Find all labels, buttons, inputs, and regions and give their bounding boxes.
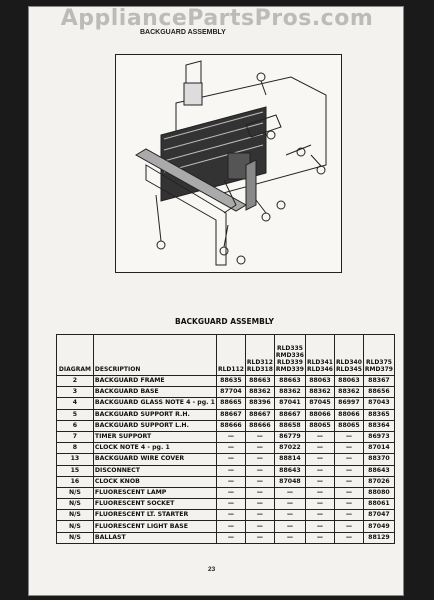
col-header-model-4 (305, 335, 334, 376)
part-number: 88814 (274, 454, 305, 465)
model-label: RLD335 RMD336 RLD339 RMD339 (275, 345, 304, 373)
part-number: 88061 (363, 499, 394, 510)
part-number: 87041 (274, 398, 305, 409)
part-number: 88667 (274, 409, 305, 420)
part-description: FLUORESCENT SOCKET (93, 499, 216, 510)
part-number: 88065 (334, 420, 363, 431)
table-row (57, 387, 395, 398)
part-number: 88663 (245, 376, 274, 387)
part-number: 88656 (363, 387, 394, 398)
diagram-number: 16 (57, 476, 94, 487)
part-number: — (245, 431, 274, 442)
diagram-number: 15 (57, 465, 94, 476)
part-number: — (274, 487, 305, 498)
diagram-number: N/S (57, 487, 94, 498)
table-row (57, 420, 395, 431)
diagram-number: 8 (57, 443, 94, 454)
col-header-model-2 (245, 335, 274, 376)
part-number: — (305, 476, 334, 487)
part-number: 88635 (216, 376, 245, 387)
table-row (57, 376, 395, 387)
col-header-model-5 (334, 335, 363, 376)
part-number: — (216, 532, 245, 543)
table-row (57, 443, 395, 454)
diagram-number: 6 (57, 420, 94, 431)
part-number: 88362 (245, 387, 274, 398)
part-number: — (245, 476, 274, 487)
part-number: 88667 (245, 409, 274, 420)
part-number: — (334, 499, 363, 510)
part-number: 88364 (363, 420, 394, 431)
table-row (57, 487, 395, 498)
part-number: — (305, 499, 334, 510)
part-number: — (216, 454, 245, 465)
part-number: — (216, 465, 245, 476)
part-number: — (305, 443, 334, 454)
model-label: RLD312 RLD318 (246, 359, 273, 373)
part-number: 86779 (274, 431, 305, 442)
model-label: RLD341 RLD346 (306, 359, 333, 373)
part-description: DISCONNECT (93, 465, 216, 476)
part-number: — (274, 532, 305, 543)
part-number: — (245, 454, 274, 465)
part-number: — (245, 465, 274, 476)
part-number: 88658 (274, 420, 305, 431)
part-number: — (245, 521, 274, 532)
part-number: 88065 (305, 420, 334, 431)
part-number: 87022 (274, 443, 305, 454)
part-number: — (334, 532, 363, 543)
exploded-diagram (115, 54, 342, 273)
col-header-model-3 (274, 335, 305, 376)
diagram-number: 5 (57, 409, 94, 420)
part-number: 88362 (305, 387, 334, 398)
part-number: — (216, 431, 245, 442)
part-number: — (334, 510, 363, 521)
part-number: — (305, 431, 334, 442)
diagram-number: 3 (57, 387, 94, 398)
part-description: BACKGUARD SUPPORT R.H. (93, 409, 216, 420)
part-number: 88396 (245, 398, 274, 409)
part-number: — (216, 443, 245, 454)
figure-title: BACKGUARD ASSEMBLY (140, 29, 226, 36)
model-label: RLD340 RLD345 (335, 359, 362, 373)
part-number: 88080 (363, 487, 394, 498)
part-number: — (305, 465, 334, 476)
part-number: — (334, 476, 363, 487)
part-number: — (216, 521, 245, 532)
part-number: — (305, 510, 334, 521)
table-row (57, 431, 395, 442)
table-row (57, 499, 395, 510)
part-number: 87048 (274, 476, 305, 487)
part-number: 88643 (363, 465, 394, 476)
part-number: 88063 (334, 376, 363, 387)
part-number: — (245, 499, 274, 510)
col-header-description: DESCRIPTION (93, 335, 216, 376)
part-number: — (305, 487, 334, 498)
part-number: 88129 (363, 532, 394, 543)
page-number: 23 (208, 566, 216, 573)
part-number: — (334, 521, 363, 532)
diagram-number: 2 (57, 376, 94, 387)
part-number: 87014 (363, 443, 394, 454)
part-description: BALLAST (93, 532, 216, 543)
table-row (57, 454, 395, 465)
watermark: AppliancePartsPros.com (60, 6, 374, 31)
part-number: — (334, 443, 363, 454)
table-title: BACKGUARD ASSEMBLY (175, 317, 274, 326)
model-label: RLD112 (217, 366, 244, 373)
table-row (57, 476, 395, 487)
part-number: 88665 (216, 398, 245, 409)
parts-table-body (57, 376, 395, 544)
part-number: — (245, 487, 274, 498)
model-label: RLD375 RMD379 (364, 359, 393, 373)
part-number: 88666 (245, 420, 274, 431)
part-number: 88663 (274, 376, 305, 387)
part-number: 87047 (363, 510, 394, 521)
part-number: — (216, 510, 245, 521)
part-number: — (216, 476, 245, 487)
table-row (57, 532, 395, 543)
part-number: 88370 (363, 454, 394, 465)
part-number: 86997 (334, 398, 363, 409)
part-number: 87049 (363, 521, 394, 532)
part-number: 86973 (363, 431, 394, 442)
part-number: 88666 (216, 420, 245, 431)
part-number: — (274, 521, 305, 532)
part-number: — (245, 532, 274, 543)
table-row (57, 398, 395, 409)
part-number: — (334, 487, 363, 498)
part-description: BACKGUARD SUPPORT L.H. (93, 420, 216, 431)
part-number: — (334, 431, 363, 442)
diagram-number: 13 (57, 454, 94, 465)
part-description: TIMER SUPPORT (93, 431, 216, 442)
part-number: — (245, 443, 274, 454)
part-number: — (274, 499, 305, 510)
part-number: 88362 (274, 387, 305, 398)
part-description: FLUORESCENT LAMP (93, 487, 216, 498)
part-number: — (334, 454, 363, 465)
diagram-number: N/S (57, 499, 94, 510)
col-header-diagram: DIAGRAM (57, 335, 94, 376)
part-description: BACKGUARD WIRE COVER (93, 454, 216, 465)
diagram-number: 7 (57, 431, 94, 442)
part-number: 88667 (216, 409, 245, 420)
part-number: 88066 (334, 409, 363, 420)
part-number: 87043 (363, 398, 394, 409)
part-number: 88066 (305, 409, 334, 420)
parts-table (56, 334, 395, 544)
part-number: 87045 (305, 398, 334, 409)
table-row (57, 510, 395, 521)
diagram-number: N/S (57, 532, 94, 543)
part-number: 88367 (363, 376, 394, 387)
part-number: 88365 (363, 409, 394, 420)
table-row (57, 409, 395, 420)
part-number: 88643 (274, 465, 305, 476)
part-description: CLOCK KNOB (93, 476, 216, 487)
col-header-model-1 (216, 335, 245, 376)
part-number: — (305, 454, 334, 465)
diagram-number: N/S (57, 510, 94, 521)
part-number: 88362 (334, 387, 363, 398)
part-description: FLUORESCENT LIGHT BASE (93, 521, 216, 532)
part-number: — (216, 487, 245, 498)
part-description: BACKGUARD GLASS NOTE 4 - pg. 1 (93, 398, 216, 409)
backguard-assembly-drawing (116, 55, 341, 272)
part-number: — (305, 521, 334, 532)
part-description: FLUORESCENT LT. STARTER (93, 510, 216, 521)
part-description: CLOCK NOTE 4 - pg. 1 (93, 443, 216, 454)
table-row (57, 465, 395, 476)
col-header-model-6 (363, 335, 394, 376)
part-number: — (216, 499, 245, 510)
part-number: 87704 (216, 387, 245, 398)
part-number: — (245, 510, 274, 521)
part-number: 88063 (305, 376, 334, 387)
table-row (57, 521, 395, 532)
part-number: — (305, 532, 334, 543)
part-description: BACKGUARD FRAME (93, 376, 216, 387)
diagram-number: 4 (57, 398, 94, 409)
part-number: — (334, 465, 363, 476)
part-number: 87026 (363, 476, 394, 487)
part-number: — (274, 510, 305, 521)
diagram-number: N/S (57, 521, 94, 532)
part-description: BACKGUARD BASE (93, 387, 216, 398)
